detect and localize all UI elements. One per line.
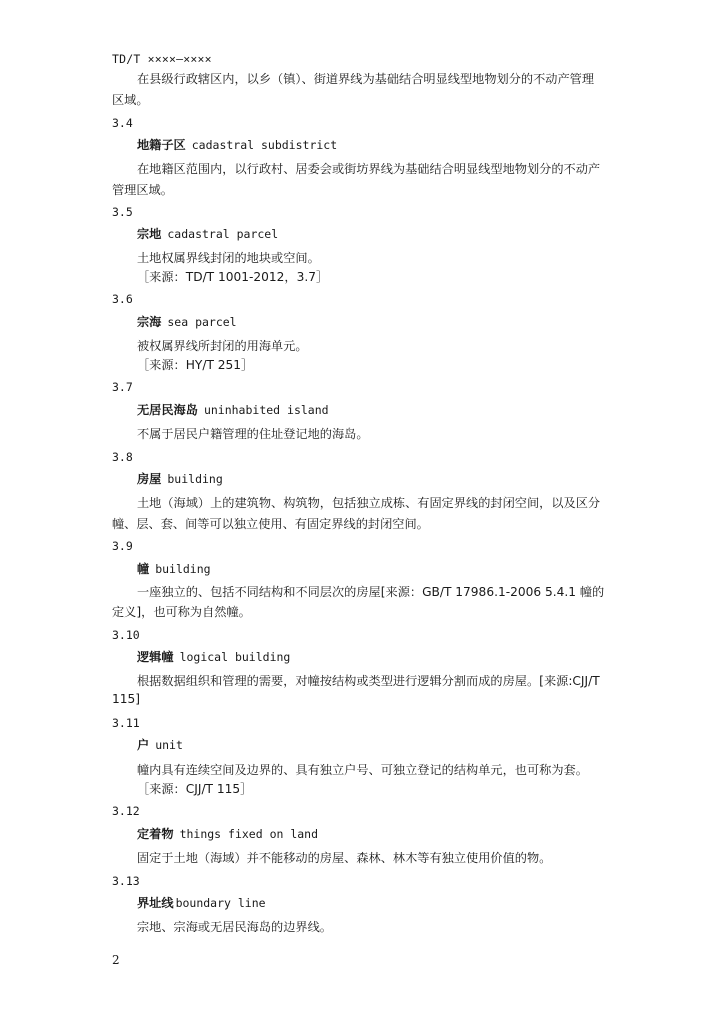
term-heading bbox=[137, 825, 318, 842]
term-heading bbox=[137, 313, 237, 330]
term-heading bbox=[137, 136, 337, 153]
definition-line: 根据数据组织和管理的需要，对幢按结构或类型进行逻辑分割而成的房屋。[来源:CJJ/T bbox=[137, 674, 600, 688]
term-heading bbox=[137, 648, 290, 665]
definition-line: 在地籍区范围内，以行政村、居委会或街坊界线为基础结合明显线型地物划分的不动产 bbox=[137, 162, 601, 176]
term-en: uninhabited island bbox=[203, 403, 329, 417]
term-en: boundary line bbox=[175, 896, 266, 910]
definition-line: 定义]，也可称为自然幢。 bbox=[112, 605, 251, 619]
definition-line: 土地（海域）上的建筑物、构筑物，包括独立成栋、有固定界线的封闭空间，以及区分 bbox=[137, 496, 601, 510]
term-zh: 幢 bbox=[137, 562, 150, 576]
clause-number: 3.8 bbox=[112, 450, 133, 464]
term-zh: 宗海 bbox=[137, 315, 162, 329]
clause-number: 3.4 bbox=[112, 116, 133, 130]
definition-line: 一座独立的、包括不同结构和不同层次的房屋[来源：GB/T 17986.1-2006 5.4.1 幢的 bbox=[137, 585, 605, 599]
definition-line: 管理区域。 bbox=[112, 183, 173, 197]
term-en: cadastral parcel bbox=[167, 227, 279, 241]
term-en: logical building bbox=[179, 650, 291, 664]
source-note: ［来源：HY/T 251］ bbox=[137, 358, 254, 372]
term-zh: 房屋 bbox=[137, 472, 162, 486]
term-zh: 定着物 bbox=[137, 827, 174, 841]
intro-definition-line-1: 在县级行政辖区内，以乡（镇）、街道界线为基础结合明显线型地物划分的不动产管理 bbox=[137, 72, 595, 86]
term-zh: 无居民海岛 bbox=[137, 403, 198, 417]
definition-line: 115] bbox=[112, 692, 141, 706]
clause-number: 3.11 bbox=[112, 716, 140, 730]
term-en: things fixed on land bbox=[179, 827, 319, 841]
term-heading bbox=[137, 894, 266, 911]
definition-line: 幢内具有连续空间及边界的、具有独立户号、可独立登记的结构单元，也可称为套。 bbox=[137, 763, 588, 777]
definition-line: 被权属界线所封闭的用海单元。 bbox=[137, 339, 308, 353]
clause-number: 3.12 bbox=[112, 804, 140, 818]
term-zh: 界址线 bbox=[137, 896, 174, 910]
definition-line: 宗地、宗海或无居民海岛的边界线。 bbox=[137, 920, 332, 934]
clause-number: 3.7 bbox=[112, 380, 133, 394]
term-en: cadastral subdistrict bbox=[191, 138, 338, 152]
clause-number: 3.13 bbox=[112, 874, 140, 888]
clause-number: 3.5 bbox=[112, 205, 133, 219]
term-zh: 户 bbox=[137, 738, 150, 752]
term-zh: 宗地 bbox=[137, 227, 162, 241]
term-heading bbox=[137, 401, 329, 418]
page-number: 2 bbox=[112, 953, 120, 967]
term-heading bbox=[137, 470, 223, 487]
term-heading bbox=[137, 560, 211, 577]
clause-number: 3.9 bbox=[112, 539, 133, 553]
definition-line: 固定于土地（海域）并不能移动的房屋、森林、林木等有独立使用价值的物。 bbox=[137, 851, 552, 865]
term-en: building bbox=[155, 562, 211, 576]
definition-line: 幢、层、套、间等可以独立使用、有固定界线的封闭空间。 bbox=[112, 517, 429, 531]
clause-number: 3.6 bbox=[112, 292, 133, 306]
standard-code: TD/T ××××—×××× bbox=[112, 52, 212, 66]
term-heading bbox=[137, 736, 183, 753]
definition-line: 不属于居民户籍管理的住址登记地的海岛。 bbox=[137, 427, 369, 441]
definition-line: 土地权属界线封闭的地块或空间。 bbox=[137, 251, 320, 265]
source-note: ［来源：CJJ/T 115］ bbox=[137, 782, 253, 796]
intro-definition-line-2: 区域。 bbox=[112, 93, 149, 107]
clause-number: 3.10 bbox=[112, 628, 140, 642]
term-en: sea parcel bbox=[167, 315, 237, 329]
term-zh: 地籍子区 bbox=[137, 138, 186, 152]
term-en: building bbox=[167, 472, 223, 486]
term-en: unit bbox=[155, 738, 183, 752]
term-zh: 逻辑幢 bbox=[137, 650, 174, 664]
source-note: ［来源：TD/T 1001-2012，3.7］ bbox=[137, 270, 329, 284]
term-heading bbox=[137, 225, 278, 242]
